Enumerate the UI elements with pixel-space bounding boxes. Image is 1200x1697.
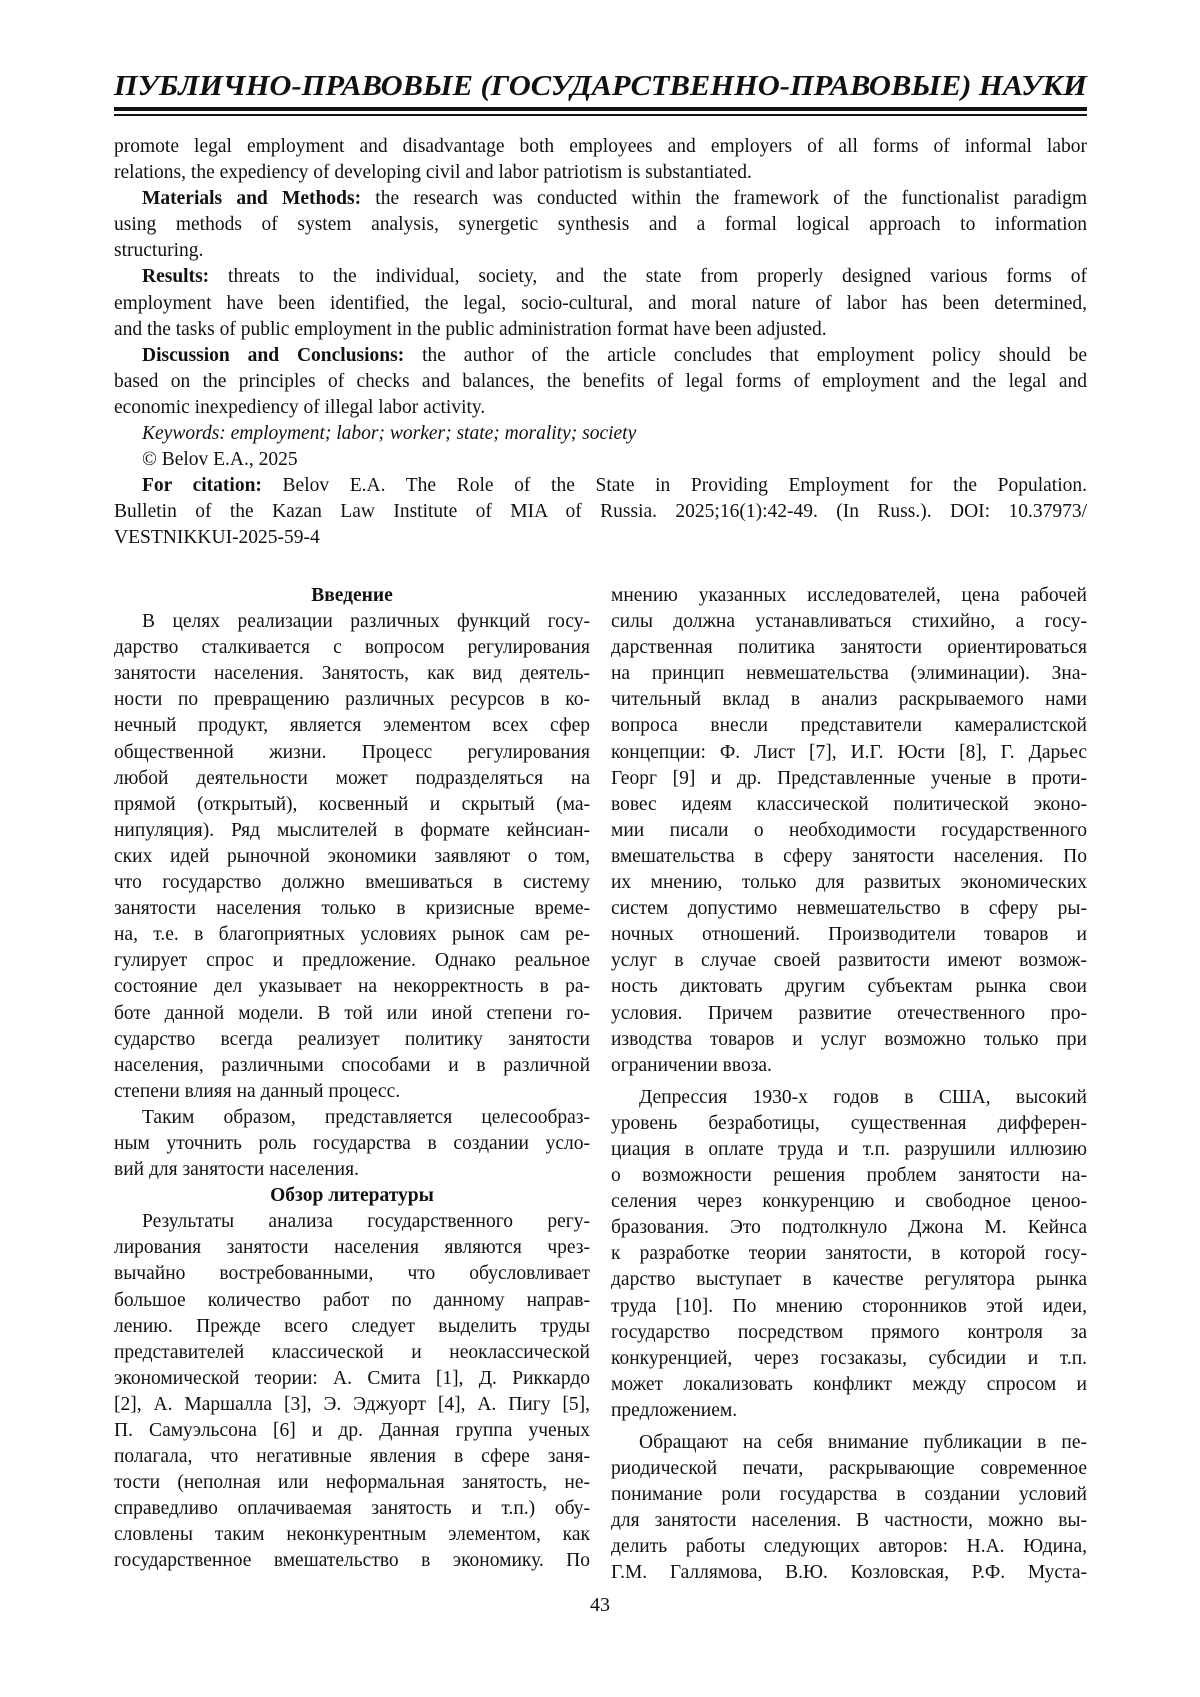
text-line: нипуляция). Ряд мыслителей в формате кейнсиан- [114,818,590,844]
text-line: вычайно востребованными, что обусловливает [114,1261,590,1287]
text-line: Г.М. Галлямова, В.Ю. Козловская, Р.Ф. Муста- [611,1560,1087,1586]
text-line [114,264,1087,290]
section-heading: Введение [114,583,590,609]
text-line: на принцип невмешательства (элиминации). Зна- [611,661,1087,687]
line-text: using methods of system analysis, synergetic synthesis and a formal logical approach to information [114,214,1087,235]
text-line: государственное вмешательство в экономику. По [114,1548,590,1574]
text-line: мнению указанных исследователей, цена рабочей [611,583,1087,609]
text-line: гулирует спрос и предложение. Однако реальное [114,948,590,974]
english-abstract [114,134,1087,552]
text-line [114,421,1087,447]
text-line: боте данной модели. В той или иной степени го- [114,1001,590,1027]
text-line [114,160,1087,186]
text-line [114,238,1087,264]
text-line: дарство сталкивается с вопросом регулирования [114,635,590,661]
body-paragraph [114,1105,590,1183]
text-line: степени влияя на данный процесс. [114,1079,590,1105]
body-paragraph [611,1430,1087,1587]
line-text: © Belov E.A., 2025 [142,449,298,470]
text-line [114,525,1087,551]
text-line [114,395,1087,421]
text-line: селения через конкуренцию и свободное ценоо- [611,1189,1087,1215]
abstract-paragraph [114,134,1087,186]
text-line: конкуренцией, через госзаказы, субсидии и т.п. [611,1346,1087,1372]
line-text: promote legal employment and disadvantage both employees and employers of all forms of informal labor [114,136,1087,157]
text-line: условия. Причем развитие отечественного про- [611,1001,1087,1027]
text-line: полагала, что негативные явления в сфере заня- [114,1444,590,1470]
text-line: [2], А. Маршалла [3], Э. Эджуорт [4], А. Пигу [5], [114,1392,590,1418]
text-line [114,369,1087,395]
text-line: предложением. [611,1398,1087,1424]
text-line: концепции: Ф. Лист [7], И.Г. Юсти [8], Г. Дарьес [611,740,1087,766]
line-text: the author of the article concludes that employment policy should be [404,345,1087,366]
section-title: ПУБЛИЧНО-ПРАВОВЫЕ (ГОСУДАРСТВЕННО-ПРАВОВЫЕ) НАУКИ [114,66,1087,106]
abstract-paragraph [114,447,1087,473]
text-line: представителей классической и неоклассической [114,1340,590,1366]
text-line: справедливо оплачиваемая занятость и т.п.) обу- [114,1496,590,1522]
text-line: понимание роли государства в создании условий [611,1482,1087,1508]
text-line: ным уточнить роль государства в создании усло- [114,1131,590,1157]
text-line: вопроса внесли представители камералистской [611,713,1087,739]
line-text: VESTNIKKUI-2025-59-4 [114,527,320,548]
running-header [114,66,1087,106]
paragraph-label: For citation: [142,475,262,496]
text-line: Результаты анализа государственного регу- [114,1209,590,1235]
text-line [114,499,1087,525]
text-line: о возможности решения проблем занятости на- [611,1163,1087,1189]
text-line: дарственная политика занятости ориентироваться [611,635,1087,661]
text-line: лирования занятости населения являются чрез- [114,1235,590,1261]
text-line: чительный вклад в анализ раскрываемого нами [611,687,1087,713]
line-text: employment have been identified, the legal, socio-cultural, and moral nature of labor has been determined, [114,293,1087,314]
text-line: ограничении ввоза. [611,1053,1087,1079]
header-rule-thin [114,114,1087,116]
abstract-paragraph [114,264,1087,342]
text-line: вий для занятости населения. [114,1157,590,1183]
text-line: прямой (открытый), косвенный и скрытый (ма- [114,792,590,818]
text-line: лению. Прежде всего следует выделить труды [114,1314,590,1340]
text-line: силы должна устанавливаться стихийно, а госу- [611,609,1087,635]
text-line: Обращают на себя внимание публикации в пе- [611,1430,1087,1456]
line-text: threats to the individual, society, and the state from properly designed various forms of [209,266,1087,287]
text-line: нечный продукт, является элементом всех сфер [114,713,590,739]
text-line [114,186,1087,212]
text-line: услуг в случае своей развитости имеют возмож- [611,948,1087,974]
text-line: ских идей рыночной экономики заявляют о том, [114,844,590,870]
body-paragraph [114,1209,590,1574]
text-line: что государство должно вмешиваться в систему [114,870,590,896]
paragraph-label: Results: [142,266,209,287]
text-line: общественной жизни. Процесс регулирования [114,740,590,766]
text-line: любой деятельности может подразделяться на [114,766,590,792]
text-line: изводства товаров и услуг возможно только при [611,1027,1087,1053]
text-line [114,447,1087,473]
text-line [114,317,1087,343]
text-line: большое количество работ по данному направ- [114,1288,590,1314]
text-line: экономической теории: А. Смита [1], Д. Риккардо [114,1366,590,1392]
text-line: уровень безработицы, существенная дифферен- [611,1111,1087,1137]
line-text: Belov E.A. The Role of the State in Providing Employment for the Population. [262,475,1087,496]
text-line: их мнению, только для развитых экономических [611,870,1087,896]
text-line: бразования. Это подтолкнуло Джона М. Кейнса [611,1215,1087,1241]
text-line: населения, различными способами и в различной [114,1053,590,1079]
paragraph-label: Discussion and Conclusions: [142,345,404,366]
text-line: словлены таким неконкурентным элементом, как [114,1522,590,1548]
text-line: государство посредством прямого контроля за [611,1320,1087,1346]
text-line: делить работы следующих авторов: Н.А. Юдина, [611,1534,1087,1560]
text-line [114,343,1087,369]
text-line: систем допустимо невмешательство в сферу ры- [611,896,1087,922]
text-line: для занятости населения. В частности, можно вы- [611,1508,1087,1534]
line-text: and the tasks of public employment in the public administration format have been adjusted. [114,319,827,340]
line-text: relations, the expediency of developing civil and labor patriotism is substantiated. [114,162,752,183]
abstract-paragraph [114,343,1087,421]
text-line: Георг [9] и др. Представленные ученые в проти- [611,766,1087,792]
body-paragraph [611,583,1087,1079]
header-rule-thick [114,107,1087,111]
text-line: занятости населения только в кризисные време- [114,896,590,922]
paragraph-label: Materials and Methods: [142,188,361,209]
body-paragraph [611,1085,1087,1424]
line-text: economic inexpediency of illegal labor activity. [114,397,485,418]
text-line [114,291,1087,317]
text-line: В целях реализации различных функций госу- [114,609,590,635]
text-line: Таким образом, представляется целесообраз- [114,1105,590,1131]
text-line: П. Самуэльсона [6] и др. Данная группа ученых [114,1418,590,1444]
text-line: труда [10]. По мнению сторонников этой идеи, [611,1294,1087,1320]
text-line: к разработке теории занятости, в которой госу- [611,1241,1087,1267]
left-column [114,583,590,1575]
abstract-paragraph [114,421,1087,447]
text-line: на, т.е. в благоприятных условиях рынок сам ре- [114,922,590,948]
abstract-paragraph [114,186,1087,264]
right-column [611,583,1087,1587]
text-line: мии писали о необходимости государственного [611,818,1087,844]
abstract-paragraph [114,473,1087,551]
text-line: дарство выступает в качестве регулятора рынка [611,1267,1087,1293]
line-text: structuring. [114,240,203,261]
text-line: может локализовать конфликт между спросом и [611,1372,1087,1398]
text-line: состояние дел указывает на некорректность в ра- [114,974,590,1000]
text-line [114,473,1087,499]
text-line: вовес идеям классической политической эконо- [611,792,1087,818]
text-line: ности по превращению различных ресурсов в ко- [114,687,590,713]
page-number: 43 [0,1592,1200,1618]
line-text: the research was conducted within the framework of the functionalist paradigm [361,188,1087,209]
line-text: based on the principles of checks and balances, the benefits of legal forms of employment and the legal and [114,371,1087,392]
text-line: Депрессия 1930-х годов в США, высокий [611,1085,1087,1111]
text-line: риодической печати, раскрывающие современное [611,1456,1087,1482]
text-line: циация в оплате труда и т.п. разрушили иллюзию [611,1137,1087,1163]
text-line: занятости населения. Занятость, как вид деятель- [114,661,590,687]
text-line: тости (неполная или неформальная занятость, не- [114,1470,590,1496]
text-line: сударство всегда реализует политику занятости [114,1027,590,1053]
text-line [114,134,1087,160]
text-line: вмешательства в сферу занятости населения. По [611,844,1087,870]
text-line: ность диктовать другим субъектам рынка свои [611,974,1087,1000]
body-paragraph [114,609,590,1105]
text-line [114,212,1087,238]
line-text: Bulletin of the Kazan Law Institute of MIA of Russia. 2025;16(1):42-49. (In Russ.). DOI: 10.37973/ [114,501,1087,522]
text-line: ночных отношений. Производители товаров и [611,922,1087,948]
line-text: Keywords: employment; labor; worker; state; morality; society [142,423,636,444]
section-heading: Обзор литературы [114,1183,590,1209]
